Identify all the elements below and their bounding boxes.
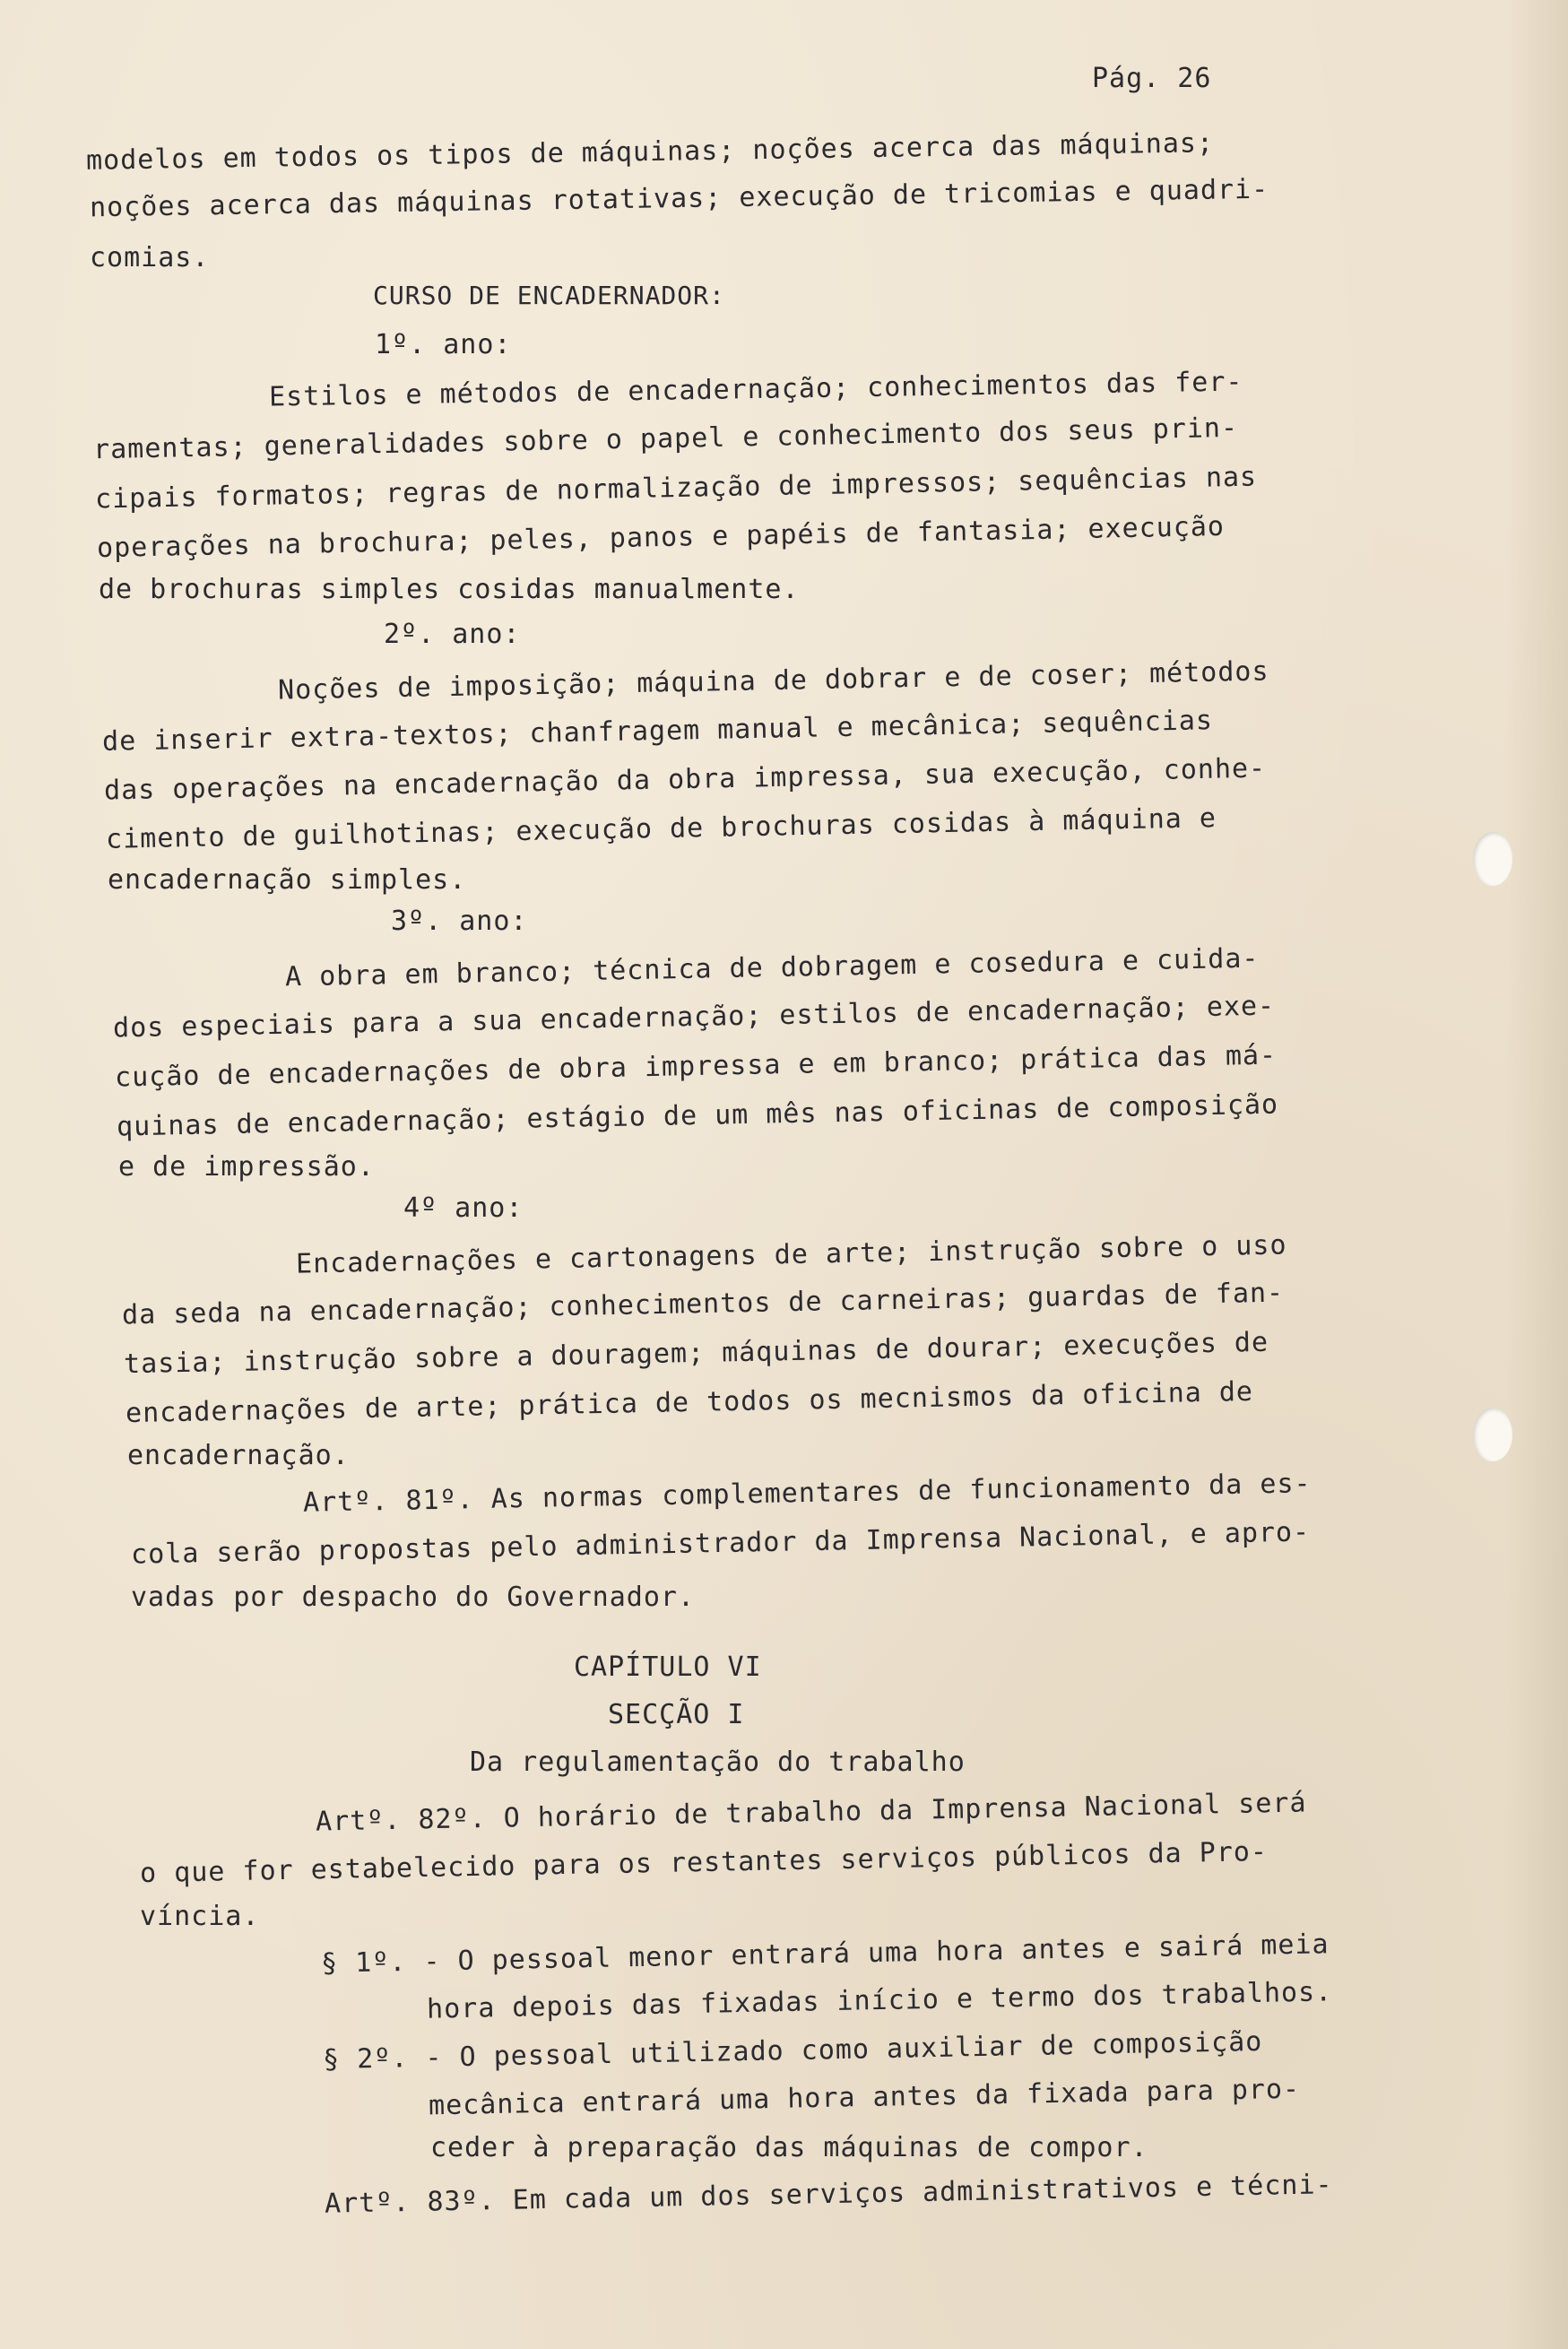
text-line-10: de brochuras simples cosidas manualmente. xyxy=(99,574,800,605)
article-81-line-1: Artº. 81º. As normas complementares de funcionamento da es- xyxy=(302,1468,1312,1519)
page-edge-shadow xyxy=(1505,0,1568,2349)
punch-hole-bottom xyxy=(1473,1408,1512,1461)
text-line-28: encadernação. xyxy=(127,1440,350,1471)
text-line-3: comias. xyxy=(90,242,210,273)
article-82-line-2: o que for estabelecido para os restantes serviços públicos da Pro- xyxy=(139,1835,1269,1890)
text-line-1: modelos em todos os tipos de máquinas; noções acerca das máquinas; xyxy=(85,127,1215,177)
paragraph-2-line-3: ceder à preparação das máquinas de compor. xyxy=(430,2132,1148,2163)
paragraph-2-line-1: § 2º. - O pessoal utilizado como auxiliar de composição xyxy=(322,2025,1263,2076)
text-line-18: A obra em branco; técnica de dobragem e cosedura e cuida- xyxy=(284,942,1260,993)
text-line-13: de inserir extra-textos; chanfragem manual e mecânica; sequências xyxy=(101,705,1214,758)
text-line-21: quinas de encadernação; estágio de um mês nas oficinas de composição xyxy=(116,1088,1279,1143)
punch-hole-top xyxy=(1473,832,1512,886)
chapter-heading: CAPÍTULO VI xyxy=(574,1651,762,1683)
text-line-22: e de impressão. xyxy=(118,1151,375,1183)
section-heading: SECÇÃO I xyxy=(608,1699,745,1730)
article-82-line-3: víncia. xyxy=(140,1901,260,1932)
article-81-line-3: vadas por despacho do Governador. xyxy=(131,1582,696,1613)
text-line-24: Encadernações e cartonagens de arte; instrução sobre o uso xyxy=(295,1229,1287,1280)
year-heading-4: 4º ano: xyxy=(403,1192,524,1224)
text-line-15: cimento de guilhotinas; execução de brochuras cosidas à máquina e xyxy=(105,802,1217,855)
text-line-16: encadernação simples. xyxy=(108,864,467,896)
year-heading-2: 2º. ano: xyxy=(384,619,521,650)
article-83-line-1: Artº. 83º. Em cada um dos serviços administrativos e técni- xyxy=(324,2169,1333,2220)
article-81-line-2: cola serão propostas pelo administrador da Imprensa Nacional, e apro- xyxy=(130,1516,1311,1571)
text-line-12: Noções de imposição; máquina de dobrar e de coser; métodos xyxy=(277,655,1269,706)
subsection-heading: Da regulamentação do trabalho xyxy=(470,1747,966,1778)
text-line-2: noções acerca das máquinas rotativas; execução de tricomias e quadri- xyxy=(89,173,1269,224)
text-line-25: da seda na encadernação; conhecimentos de carneiras; guardas de fan- xyxy=(121,1277,1285,1331)
year-heading-3: 3º. ano: xyxy=(391,906,528,937)
text-line-27: encadernações de arte; prática de todos os mecnismos da oficina de xyxy=(125,1375,1254,1430)
page-number: Pág. 26 xyxy=(1092,63,1212,94)
text-line-26: tasia; instrução sobre a douragem; máquinas de dourar; execuções de xyxy=(123,1326,1269,1381)
paragraph-1-line-1: § 1º. - O pessoal menor entrará uma hora antes e sairá meia xyxy=(320,1929,1330,1980)
text-line-9: operações na brochura; peles, panos e papéis de fantasia; execução xyxy=(96,510,1226,565)
text-line-19: dos especiais para a sua encadernação; estilos de encadernação; exe- xyxy=(112,990,1276,1044)
text-line-20: cução de encadernações de obra impressa e em branco; prática das má- xyxy=(114,1039,1278,1094)
text-line-7: ramentas; generalidades sobre o papel e conhecimento dos seus prin- xyxy=(92,412,1239,466)
article-82-line-1: Artº. 82º. O horário de trabalho da Imprensa Nacional será xyxy=(315,1787,1307,1838)
text-line-6: Estilos e métodos de encadernação; conhecimentos das fer- xyxy=(268,366,1243,413)
year-heading-1: 1º. ano: xyxy=(375,329,512,360)
paragraph-2-line-2: mecânica entrará uma hora antes da fixada para pro- xyxy=(428,2073,1301,2122)
paragraph-1-line-2: hora depois das fixadas início e termo dos trabalhos. xyxy=(426,1976,1333,2025)
text-line-14: das operações na encadernação da obra impressa, sua execução, conhe- xyxy=(103,752,1267,807)
section-heading-curso-encadernador: CURSO DE ENCADERNADOR: xyxy=(373,281,725,310)
text-line-8: cipais formatos; regras de normalização de impressos; sequências nas xyxy=(94,461,1258,516)
